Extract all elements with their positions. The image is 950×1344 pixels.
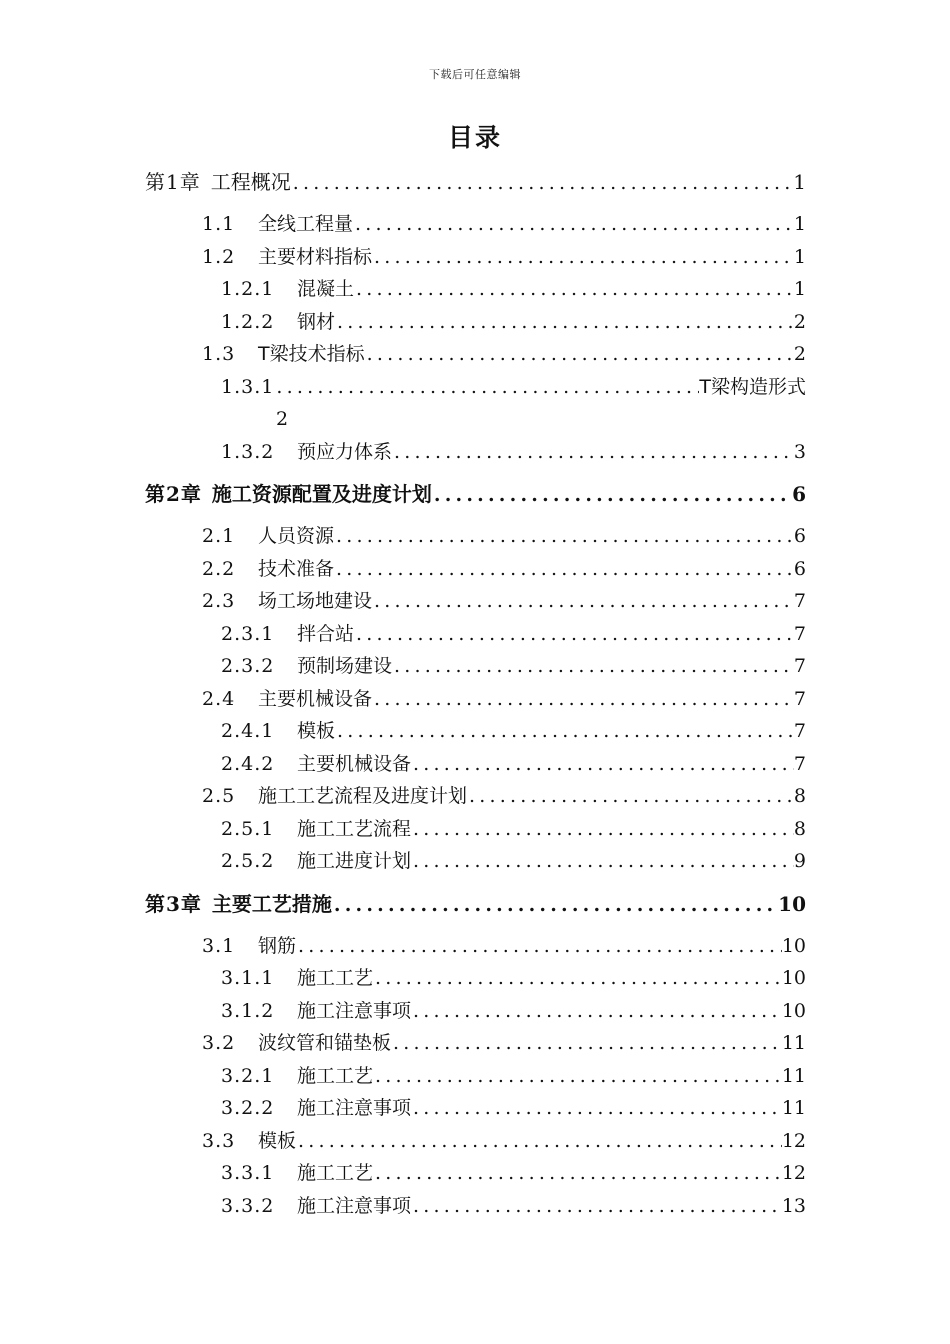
toc-leader-dots <box>411 847 794 875</box>
toc-leader-dots <box>335 717 794 745</box>
toc-entry-3-1[interactable] <box>202 932 806 960</box>
toc-title: 目录 <box>447 123 502 152</box>
toc-entry-number: 3.2.2 <box>221 1097 275 1119</box>
toc-entry-3-3-2[interactable] <box>221 1192 806 1220</box>
toc-entry-number: 1.2 <box>202 246 236 268</box>
toc-entry-page: 2 <box>793 343 806 365</box>
toc-entry-2-5[interactable] <box>202 782 806 810</box>
toc-entry-text: 人员资源 <box>258 525 335 547</box>
toc-entry-1-3-2[interactable] <box>221 438 806 466</box>
toc-leader-dots <box>411 815 794 843</box>
toc-entry-text: 主要工艺措施 <box>211 892 332 916</box>
toc-entry-page: 2 <box>276 408 289 430</box>
toc-entry-number: 3.3.1 <box>221 1162 275 1184</box>
toc-entry-number: 第3章 <box>145 892 202 916</box>
toc-leader-dots <box>372 243 794 271</box>
toc-entry-number: 2.3.2 <box>221 655 275 677</box>
toc-entry-text: 施工工艺 <box>297 1065 374 1087</box>
toc-entry-1-3[interactable] <box>202 340 806 368</box>
toc-entry-text: 工程概况 <box>210 170 291 194</box>
toc-entry-number: 3.2.1 <box>221 1065 275 1087</box>
toc-entry-text: 预制场建设 <box>297 655 393 677</box>
toc-entry-number: 1.3.2 <box>221 441 275 463</box>
toc-entry-3-1-2[interactable] <box>221 997 806 1025</box>
toc-entry-text: 预应力体系 <box>297 441 393 463</box>
toc-entry-number: 2.5 <box>202 785 236 807</box>
toc-entry-number: 1.2.2 <box>221 311 275 333</box>
toc-leader-dots <box>467 782 794 810</box>
toc-entry-text: 波纹管和锚垫板 <box>258 1032 392 1054</box>
toc-entry-chapter-2[interactable] <box>145 480 806 508</box>
toc-entry-page: 13 <box>781 1195 806 1217</box>
toc-entry-1-1[interactable] <box>202 210 806 238</box>
toc-entry-number: 3.1 <box>202 935 236 957</box>
toc-entry-chapter-3[interactable] <box>145 890 806 918</box>
toc-leader-dots <box>296 1127 782 1155</box>
toc-entry-number: 2.3.1 <box>221 623 275 645</box>
toc-entry-number: 3.1.1 <box>221 967 275 989</box>
toc-entry-number: 2.5.1 <box>221 818 275 840</box>
toc-entry-text: 施工进度计划 <box>297 850 412 872</box>
toc-entry-text: 施工工艺 <box>297 967 374 989</box>
toc-entry-page: 12 <box>781 1162 806 1184</box>
toc-entry-text: 施工工艺流程及进度计划 <box>258 785 468 807</box>
toc-leader-dots <box>411 1192 782 1220</box>
toc-entry-page: 9 <box>793 850 806 872</box>
toc-entry-text: 场工场地建设 <box>258 590 373 612</box>
toc-leader-dots <box>365 340 794 368</box>
toc-entry-3-2[interactable] <box>202 1029 806 1057</box>
toc-entry-page: 6 <box>793 558 806 580</box>
toc-entry-2-4[interactable] <box>202 685 806 713</box>
toc-entry-2-3-1[interactable] <box>221 620 806 648</box>
toc-entry-page: 7 <box>793 720 806 742</box>
toc-entry-text: 主要机械设备 <box>297 753 412 775</box>
toc-entry-page: 10 <box>781 935 806 957</box>
toc-entry-number: 1.3 <box>202 343 236 365</box>
toc-entry-3-3[interactable] <box>202 1127 806 1155</box>
toc-leader-dots <box>391 1029 782 1057</box>
toc-leader-dots <box>373 1062 782 1090</box>
toc-leader-dots <box>392 652 794 680</box>
toc-entry-2-2[interactable] <box>202 555 806 583</box>
toc-entry-page: 1 <box>793 213 806 235</box>
toc-entry-number: 1.1 <box>202 213 236 235</box>
toc-entry-text: 施工注意事项 <box>297 1195 412 1217</box>
toc-leader-dots <box>411 750 794 778</box>
toc-entry-number: 2.2 <box>202 558 236 580</box>
toc-leader-dots <box>334 522 794 550</box>
toc-entry-text: 模板 <box>297 720 336 742</box>
toc-entry-1-3-1[interactable] <box>221 373 806 401</box>
toc-entry-text: T梁技术指标 <box>258 343 365 365</box>
toc-entry-3-2-1[interactable] <box>221 1062 806 1090</box>
toc-entry-number: 3.1.2 <box>221 1000 275 1022</box>
toc-entry-page: 8 <box>793 818 806 840</box>
toc-entry-chapter-1[interactable] <box>145 168 806 196</box>
toc-entry-page: 6 <box>793 525 806 547</box>
toc-entry-text: 钢筋 <box>258 935 297 957</box>
toc-entry-page: 7 <box>793 688 806 710</box>
toc-leader-dots <box>392 438 794 466</box>
toc-entry-2-5-1[interactable] <box>221 815 806 843</box>
toc-entry-number: 1.2.1 <box>221 278 275 300</box>
toc-entry-page: 7 <box>793 655 806 677</box>
toc-entry-page: 8 <box>793 785 806 807</box>
toc-entry-2-3[interactable] <box>202 587 806 615</box>
toc-entry-text: 技术准备 <box>258 558 335 580</box>
toc-leader-dots <box>335 308 794 336</box>
toc-leader-dots <box>432 481 792 508</box>
toc-entry-text: 施工工艺 <box>297 1162 374 1184</box>
toc-entry-number: 3.3 <box>202 1130 236 1152</box>
toc-entry-page: 10 <box>781 967 806 989</box>
toc-entry-text: 拌合站 <box>297 623 355 645</box>
toc-entry-1-2-1[interactable] <box>221 275 806 303</box>
toc-entry-text: 施工注意事项 <box>297 1000 412 1022</box>
toc-entry-2-1[interactable] <box>202 522 806 550</box>
toc-entry-page: 11 <box>781 1032 806 1054</box>
toc-leader-dots <box>372 685 794 713</box>
toc-entry-number: 2.5.2 <box>221 850 275 872</box>
toc-entry-2-4-2[interactable] <box>221 750 806 778</box>
toc-leader-dots <box>354 620 794 648</box>
toc-leader-dots <box>411 997 782 1025</box>
toc-entry-text: 钢材 <box>297 311 336 333</box>
toc-entry-number: 3.3.2 <box>221 1195 275 1217</box>
toc-leader-dots <box>332 891 778 918</box>
toc-entry-text: T梁构造形式 <box>699 376 806 398</box>
toc-entry-number: 2.1 <box>202 525 236 547</box>
toc-entry-page: 7 <box>793 753 806 775</box>
toc-leader-dots <box>291 169 794 196</box>
toc-entry-page: 10 <box>778 892 806 916</box>
toc-entry-3-2-2[interactable] <box>221 1094 806 1122</box>
toc-entry-number: 2.4.1 <box>221 720 275 742</box>
toc-entry-page: 3 <box>793 441 806 463</box>
toc-entry-3-1-1[interactable] <box>221 964 806 992</box>
toc-entry-text: 混凝土 <box>297 278 355 300</box>
page-header: 下载后可任意编辑 <box>429 68 521 81</box>
toc-entry-3-3-1[interactable] <box>221 1159 806 1187</box>
toc-entry-text: 主要机械设备 <box>258 688 373 710</box>
toc-entry-page: 11 <box>781 1097 806 1119</box>
toc-entry-page: 7 <box>793 623 806 645</box>
toc-entry-number: 2.4.2 <box>221 753 275 775</box>
toc-leader-dots <box>373 1159 782 1187</box>
toc-entry-text: 主要材料指标 <box>258 246 373 268</box>
toc-entry-page: 1 <box>793 278 806 300</box>
toc-leader-dots <box>411 1094 782 1122</box>
toc-leader-dots <box>334 555 794 583</box>
toc-entry-page: 12 <box>781 1130 806 1152</box>
toc-entry-number: 2.4 <box>202 688 236 710</box>
toc-entry-1-2-2[interactable] <box>221 308 806 336</box>
toc-entry-2-5-2[interactable] <box>221 847 806 875</box>
toc-entry-page: 2 <box>793 311 806 333</box>
toc-entry-number: 3.2 <box>202 1032 236 1054</box>
toc-entry-2-3-2[interactable] <box>221 652 806 680</box>
toc-entry-number: 第1章 <box>145 170 201 194</box>
toc-leader-dots <box>372 587 794 615</box>
toc-entry-page: 1 <box>793 170 806 194</box>
toc-entry-page: 7 <box>793 590 806 612</box>
toc-entry-page: 1 <box>793 246 806 268</box>
toc-leader-dots <box>353 210 794 238</box>
toc-entry-text: 施工工艺流程 <box>297 818 412 840</box>
toc-entry-text: 施工资源配置及进度计划 <box>211 482 432 506</box>
toc-entry-number: 2.3 <box>202 590 236 612</box>
toc-entry-text: 全线工程量 <box>258 213 354 235</box>
toc-entry-page: 6 <box>792 482 806 506</box>
toc-entry-text: 模板 <box>258 1130 297 1152</box>
toc-leader-dots <box>354 275 794 303</box>
toc-leader-dots <box>296 932 782 960</box>
toc-entry-number: 第2章 <box>145 482 202 506</box>
toc-entry-number: 1.3.1 <box>221 376 275 398</box>
toc-leader-dots <box>274 373 699 401</box>
toc-entry-2-4-1[interactable] <box>221 717 806 745</box>
toc-entry-1-2[interactable] <box>202 243 806 271</box>
toc-entry-text: 施工注意事项 <box>297 1097 412 1119</box>
toc-entry-1-3-1-page-line <box>276 405 316 433</box>
toc-entry-page: 11 <box>781 1065 806 1087</box>
toc-leader-dots <box>373 964 782 992</box>
toc-entry-page: 10 <box>781 1000 806 1022</box>
